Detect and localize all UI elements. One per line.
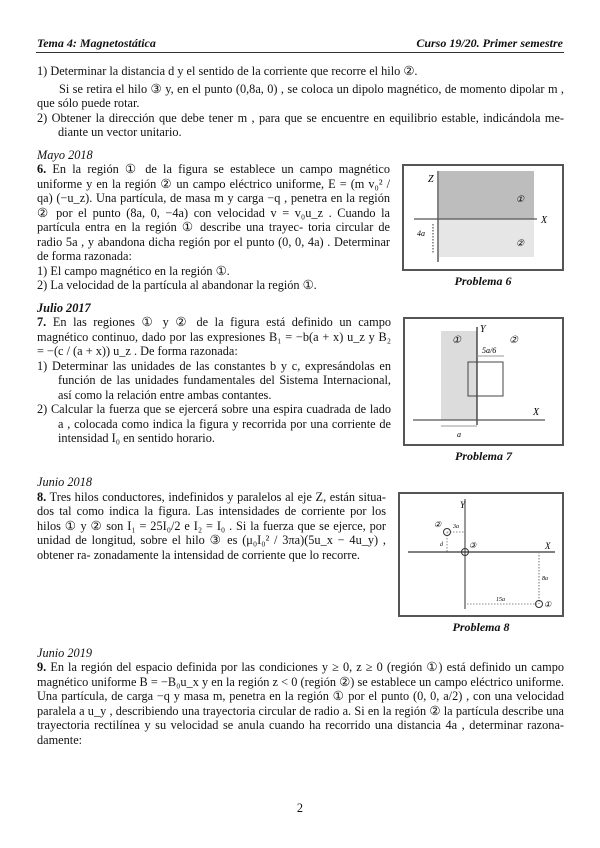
p8-line-3: hilos ① y ② son I₁ = 25I₀/2 e I₂ = I₀ . Si la fuerza que se ejerce, por (37, 518, 386, 533)
z-axis-label: Z (428, 174, 434, 185)
intro-section (37, 64, 564, 140)
problem-7 (37, 301, 564, 468)
intro-question-1: 1) Determinar la distancia d y el sentido de la corriente que recorre el hilo ②. (37, 64, 418, 78)
caption-problem-6: Problema 6 (454, 274, 512, 288)
p8-line-5: zonadamente la intensidad de corriente que lo recorre. (93, 547, 360, 562)
caption-problem-7: Problema 7 (455, 449, 512, 463)
region-2-label: ② (516, 238, 525, 248)
wire-3-label: ③ (469, 540, 477, 550)
p7-line-5: función de las unidades fundamentales del Sistema Internacional, así (58, 373, 391, 402)
p7-line-4: 1) Determinar las unidades de las constantes b y c, expresándolas en (37, 358, 391, 373)
p6-line-5: toria circular de radio 5a , y abandona dicha región por el punto (37, 220, 390, 249)
problem-6 (37, 148, 564, 293)
p7-line-6: como la relación entre ambas contantes. (74, 387, 272, 402)
p9-line-3: Una partícula, de carga −q y masa m, penetra en la región ① por el punto (0, 0, a/2) , con una velocidad (37, 689, 564, 703)
header-rule (36, 52, 564, 53)
problem-8 (37, 475, 564, 638)
figure-problem-6 (402, 164, 564, 271)
p9-line: En la región del espacio definida por las condiciones y ≥ 0, z ≥ 0 (región ①) está definido un campo (50, 660, 564, 674)
dimension-8a: 8a (542, 575, 548, 582)
region-1-label: ① (516, 194, 525, 204)
p9-line-2: magnético uniforme B = −B₀u_x y en la región z < 0 (región ②) se establece un campo eléctrico uniforme. (37, 674, 564, 689)
p8-line-2: dos tal como indica la figura. Las intensidades de corriente por los (37, 504, 386, 518)
p8-number: 8. (37, 489, 47, 504)
problem-9 (37, 646, 564, 748)
dimension-d: d (440, 541, 443, 548)
figure-problem-7-wrap (403, 317, 564, 463)
p9-line-5: trayectoria rectilínea y su velocidad se anula cuando ha recorrido una distancia 4a , determinar razona- (37, 718, 564, 732)
p7-date: Julio 2017 (37, 300, 91, 315)
p7-line-9: intensidad I₀ en sentido horario. (58, 431, 215, 445)
wire-2-label: ② (434, 519, 442, 529)
p6-line-7: 1) El campo magnético en la región ①. (37, 263, 230, 278)
dimension-5a6: 5a/6 (482, 346, 497, 355)
p6-line-3: −q , penetra en la región ② por el punto (8a, 0, −4a) con velocidad (37, 191, 391, 220)
figure-problem-6-wrap (402, 164, 564, 288)
dimension-15a: 15a (496, 596, 505, 603)
p8-line-4: unidad de longitud, sobre el hilo ③ es (μ₀I₀² / 3πa)(5u_x − 4u_y) , obtener ra- (37, 533, 386, 562)
x-axis-label: X (541, 215, 548, 226)
p7-line-2: continuo, dado por las expresiones B₁ = −b(a + x) u_z y B₂ = −(c / (a + x)) u_z . De (37, 329, 391, 358)
intro-question-2-line: 2) Obtener la dirección que debe tener m , para que se encuentre en equilibrio estable, indicándola me- (37, 110, 564, 125)
figure-problem-7 (403, 317, 564, 446)
x-axis-label: X (533, 407, 540, 418)
p8-date: Junio 2018 (37, 475, 92, 489)
figure-problem-8-wrap (398, 492, 564, 634)
intro-paragraph-cont: que sólo puede rotar. (37, 96, 140, 110)
p7-line: En las regiones ① y ② de la figura está definido un campo magnético (37, 315, 391, 344)
p9-number: 9. (37, 660, 47, 674)
x-axis-label: X (545, 540, 551, 551)
intro-paragraph: Si se retira el hilo ③ y, en el punto (0,8a, 0) , se coloca un dipolo magnético, de momento dipolar m , (59, 81, 564, 96)
y-axis-label: Y (460, 499, 466, 510)
p7-number: 7. (37, 315, 47, 329)
p6-number: 6. (37, 162, 47, 176)
p6-line-6: (0, 0, 4a) . Determinar de forma razonada: (37, 234, 390, 263)
page-number: 2 (296, 801, 304, 815)
p9-line-4: paralela a u_y , describiendo una trayectoria circular de radio a. Si en la región ② la partícula describe una (37, 703, 564, 718)
p6-line-8: 2) La velocidad de la partícula al abandonar la región ①. (37, 278, 317, 292)
p9-text (37, 660, 564, 747)
p7-line-7: 2) Calcular la fuerza que se ejercerá sobre una espira cuadrada de lado (37, 402, 391, 416)
p9-date: Junio 2019 (37, 645, 92, 660)
p6-date: Mayo 2018 (37, 147, 93, 162)
p8-line: Tres hilos conductores, indefinidos y paralelos al eje Z, están situa- (49, 489, 386, 504)
p6-line-4: v = v₀u_z . Cuando la partícula entra en la región ① describe una trayec- (37, 205, 390, 234)
header-title: Tema 4: Magnetostática (37, 36, 156, 50)
intro-question-2-cont: diante un vector unitario. (58, 125, 182, 139)
dimension-a: a (457, 430, 461, 439)
p6-line: En la región ① de la figura se establece un campo magnético uniforme y en la región ② un campo (37, 162, 390, 191)
p7-line-3: forma razonada: (157, 344, 238, 358)
caption-problem-8: Problema 8 (452, 619, 510, 634)
p9-line-6: damente: (37, 732, 83, 747)
header-course: Curso 19/20. Primer semestre (416, 36, 563, 50)
dimension-label: 4a (417, 229, 425, 238)
page-content (37, 64, 564, 755)
p7-line-8: a , colocada como indica la figura y recorrida por una corriente de (58, 416, 391, 431)
wire-1-label: ① (544, 599, 552, 609)
figure-problem-8 (398, 492, 564, 617)
p6-line-2: eléctrico uniforme, E = (m v₀² / qa) (−u_z). Una partícula, de masa m y carga (37, 176, 390, 205)
dimension-3a: 3a (453, 523, 459, 530)
y-axis-label: Y (480, 324, 486, 335)
intro-question-2 (37, 111, 564, 140)
region-1-label: ① (452, 335, 461, 346)
region-2-label: ② (509, 335, 518, 346)
intro-paragraph-block (37, 82, 564, 111)
